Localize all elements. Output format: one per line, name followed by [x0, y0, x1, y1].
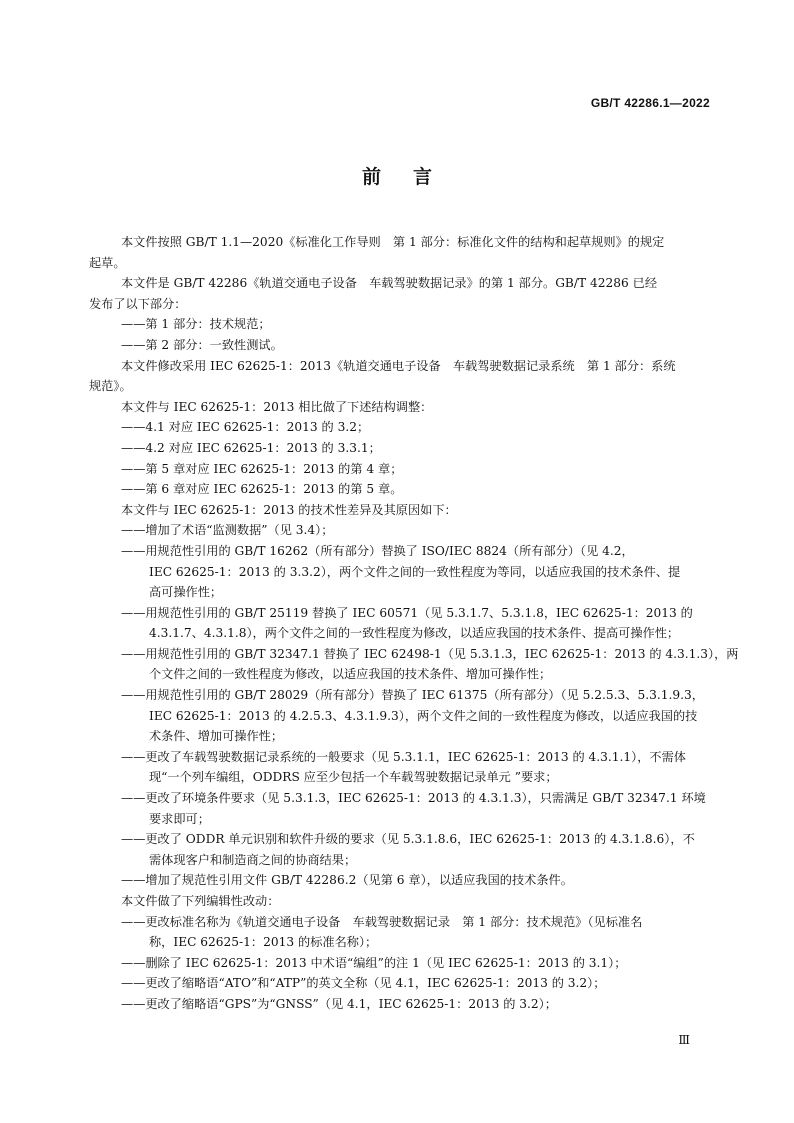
- list-item: [121, 973, 714, 994]
- list-item: [121, 953, 714, 974]
- list-item: [121, 829, 714, 870]
- list-item-text: ——更改了 ODDR 单元识别和软件升级的要求（见 5.3.1.8.6，IEC 62625-1：2013 的 4.3.1.8.6），不: [121, 832, 695, 847]
- list-item: [121, 788, 714, 829]
- paragraph-line: 规范》。: [89, 379, 132, 394]
- paragraph-line: 本文件与 IEC 62625-1：2013 相比做了下述结构调整：: [121, 399, 433, 414]
- list-item-text: ——4.2 对应 IEC 62625-1：2013 的 3.3.1；: [121, 440, 381, 455]
- list-item: [121, 335, 714, 356]
- paragraph: [89, 232, 714, 273]
- list-item: [121, 603, 714, 644]
- paragraph-line: 起草。: [89, 255, 126, 270]
- list-item-text: ——删除了 IEC 62625-1：2013 中术语“编组”的注 1（见 IEC 62625-1：2013 的 3.1）；: [121, 955, 627, 970]
- list-item: [121, 747, 714, 788]
- list-item-text: ——第 6 章对应 IEC 62625-1：2013 的第 5 章。: [121, 482, 403, 497]
- list-item: [121, 314, 714, 335]
- list-item-text: ——更改了车载驾驶数据记录系统的一般要求（见 5.3.1.1，IEC 62625-1：2013 的 4.3.1.1），不需体: [121, 749, 686, 764]
- list-item-text: 高可操作性；: [149, 585, 223, 600]
- standard-code: GB/T 42286.1—2022: [590, 96, 710, 110]
- list-item-text: IEC 62625-1：2013 的 4.2.5.3、4.3.1.9.3），两个文件之间的一致性程度为修改，以适应我国的技: [149, 708, 698, 723]
- paragraph-line: 本文件与 IEC 62625-1：2013 的技术性差异及其原因如下：: [121, 502, 457, 517]
- paragraph-line: 发布了以下部分：: [89, 296, 187, 311]
- list-item-text: 个文件之间的一致性程度为修改，以适应我国的技术条件、增加可操作性；: [149, 667, 552, 682]
- list-item: [121, 685, 714, 747]
- paragraph-line: 本文件按照 GB/T 1.1—2020《标准化工作导则 第 1 部分：标准化文件的结构和起草规则》的规定: [121, 235, 665, 249]
- list-item: [121, 459, 714, 480]
- list-item-text: 现“一个列车编组，ODDRS 应至少包括一个车载驾驶数据记录单元 ”要求；: [149, 770, 558, 785]
- paragraph: [121, 500, 714, 521]
- list-item-text: 4.3.1.7、4.3.1.8），两个文件之间的一致性程度为修改，以适应我国的技术条件、提高可操作性；: [149, 626, 680, 641]
- paragraph-line: 本文件做了下列编辑性改动：: [121, 894, 280, 908]
- list-item-text: ——增加了术语“监测数据”（见 3.4）；: [121, 523, 334, 538]
- list-item-text: ——用规范性引用的 GB/T 16262（所有部分）替换了 ISO/IEC 8824（所有部分）（见 4.2，: [121, 543, 634, 558]
- list-item-text: 需体现客户和制造商之间的协商结果；: [149, 852, 357, 867]
- list-item-text: ——用规范性引用的 GB/T 25119 替换了 IEC 60571（见 5.3.1.7、5.3.1.8，IEC 62625-1：2013 的: [121, 605, 693, 620]
- list-item-text: ——增加了规范性引用文件 GB/T 42286.2（见第 6 章），以适应我国的技术条件。: [121, 873, 573, 888]
- paragraph: [89, 273, 714, 314]
- list-item-text: 要求即可；: [149, 811, 210, 826]
- list-item-text: 称，IEC 62625-1：2013 的标准名称）；: [149, 935, 378, 950]
- list-item: [121, 520, 714, 541]
- list-item-text: ——第 2 部分：一致性测试。: [121, 337, 283, 352]
- list-item-text: ——4.1 对应 IEC 62625-1：2013 的 3.2；: [121, 420, 370, 435]
- list-item: [121, 541, 714, 603]
- paragraph: [89, 356, 714, 397]
- paragraph-line: 本文件修改采用 IEC 62625-1：2013《轨道交通电子设备 车载驾驶数据记录系统 第 1 部分：系统: [121, 358, 676, 373]
- list-item-text: ——用规范性引用的 GB/T 32347.1 替换了 IEC 62498-1（见 5.3.1.3，IEC 62625-1：2013 的 4.3.1.3），两: [121, 646, 739, 661]
- list-item-text: ——更改标准名称为《轨道交通电子设备 车载驾驶数据记录 第 1 部分：技术规范》（见标准名: [121, 914, 643, 929]
- page-title: 前言: [361, 166, 464, 188]
- page-number: Ⅲ: [678, 1033, 690, 1047]
- list-item-text: ——更改了环境条件要求（见 5.3.1.3，IEC 62625-1：2013 的 4.3.1.3），只需满足 GB/T 32347.1 环境: [121, 791, 706, 806]
- list-item: [121, 438, 714, 459]
- list-item: [121, 417, 714, 438]
- paragraph: [121, 397, 714, 418]
- list-item-text: ——用规范性引用的 GB/T 28029（所有部分）替换了 IEC 61375（所有部分）（见 5.2.5.3、5.3.1.9.3，: [121, 688, 704, 703]
- list-item-text: ——第 5 章对应 IEC 62625-1：2013 的第 4 章；: [121, 461, 403, 476]
- list-item: [121, 994, 714, 1015]
- list-item-text: ——更改了缩略语“ATO”和“ATP”的英文全称（见 4.1，IEC 62625-1：2013 的 3.2）；: [121, 976, 606, 991]
- list-item-text: 术条件、增加可操作性；: [149, 729, 284, 744]
- list-item: [121, 912, 714, 953]
- list-item: [121, 479, 714, 500]
- editorial-changes-list: [121, 912, 714, 1015]
- paragraph-line: 本文件是 GB/T 42286《轨道交通电子设备 车载驾驶数据记录》的第 1 部分。GB/T 42286 已经: [121, 276, 658, 291]
- list-item: [121, 870, 714, 891]
- list-item: [121, 644, 739, 685]
- document-body: [89, 232, 739, 1015]
- list-item-text: ——第 1 部分：技术规范；: [121, 317, 271, 332]
- differences-list: [121, 520, 739, 891]
- list-item-text: ——更改了缩略语“GPS”为“GNSS”（见 4.1，IEC 62625-1：2013 的 3.2）；: [121, 996, 557, 1011]
- list-item-text: IEC 62625-1：2013 的 3.3.2），两个文件之间的一致性程度为等同，以适应我国的技术条件、提: [149, 564, 681, 579]
- paragraph: [121, 891, 714, 912]
